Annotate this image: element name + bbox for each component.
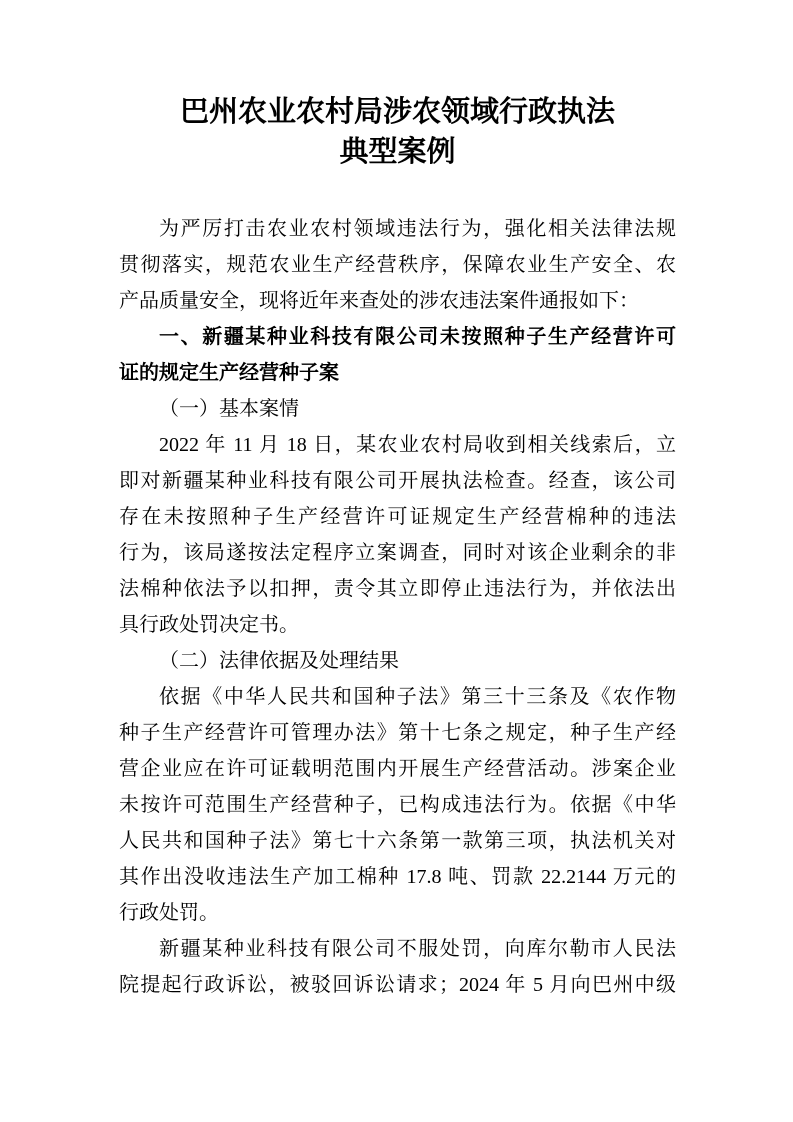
text-line: 其作出没收违法生产加工棉种 17.8 吨、罚款 22.2144 万元的 bbox=[119, 866, 676, 888]
text-line: 行政处罚。 bbox=[119, 902, 219, 924]
document-title-line-2: 典型案例 bbox=[339, 136, 456, 168]
text-line: 即对新疆某种业科技有限公司开展执法检查。经查，该公司 bbox=[119, 470, 676, 492]
text-line: 贯彻落实，规范农业生产经营秩序，保障农业生产安全、农 bbox=[119, 254, 676, 276]
text-line: 法棉种依法予以扣押，责令其立即停止违法行为，并依法出 bbox=[119, 578, 676, 600]
text-line: 2022 年 11 月 18 日，某农业农村局收到相关线索后，立 bbox=[159, 434, 676, 456]
document-body bbox=[119, 211, 676, 1003]
subsection-heading bbox=[119, 391, 676, 427]
document-content bbox=[119, 92, 676, 1003]
section-heading bbox=[119, 319, 676, 391]
text-line: 营企业应在许可证载明范围内开展生产经营活动。涉案企业 bbox=[119, 758, 676, 780]
text-line: 人民共和国种子法》第七十六条第一款第三项，执法机关对 bbox=[119, 830, 676, 852]
subsection-heading bbox=[119, 643, 676, 679]
text-line: 依据《中华人民共和国种子法》第三十三条及《农作物 bbox=[159, 686, 676, 708]
text-line: 行为，该局遂按法定程序立案调查，同时对该企业剩余的非 bbox=[119, 542, 676, 564]
text-line: 证的规定生产经营种子案 bbox=[119, 362, 339, 384]
paragraph bbox=[119, 679, 676, 931]
document-title bbox=[119, 92, 676, 172]
text-line: 种子生产经营许可管理办法》第十七条之规定，种子生产经 bbox=[119, 722, 676, 744]
text-line: 一、新疆某种业科技有限公司未按照种子生产经营许可 bbox=[159, 326, 676, 348]
text-line: 新疆某种业科技有限公司不服处罚，向库尔勒市人民法 bbox=[159, 938, 676, 960]
text-line: （一）基本案情 bbox=[159, 398, 299, 420]
paragraph bbox=[119, 211, 676, 319]
text-line: 产品质量安全，现将近年来查处的涉农违法案件通报如下： bbox=[119, 290, 639, 312]
text-line: 未按许可范围生产经营种子，已构成违法行为。依据《中华 bbox=[119, 794, 676, 816]
text-line: 院提起行政诉讼，被驳回诉讼请求；2024 年 5 月向巴州中级 bbox=[119, 974, 676, 996]
paragraph bbox=[119, 427, 676, 643]
text-line: 具行政处罚决定书。 bbox=[119, 614, 299, 636]
text-line: 为严厉打击农业农村领域违法行为，强化相关法律法规 bbox=[159, 218, 676, 240]
text-line: （二）法律依据及处理结果 bbox=[159, 650, 399, 672]
paragraph bbox=[119, 931, 676, 1003]
document-title-line-1: 巴州农业农村局涉农领域行政执法 bbox=[179, 96, 615, 128]
text-line: 存在未按照种子生产经营许可证规定生产经营棉种的违法 bbox=[119, 506, 676, 528]
